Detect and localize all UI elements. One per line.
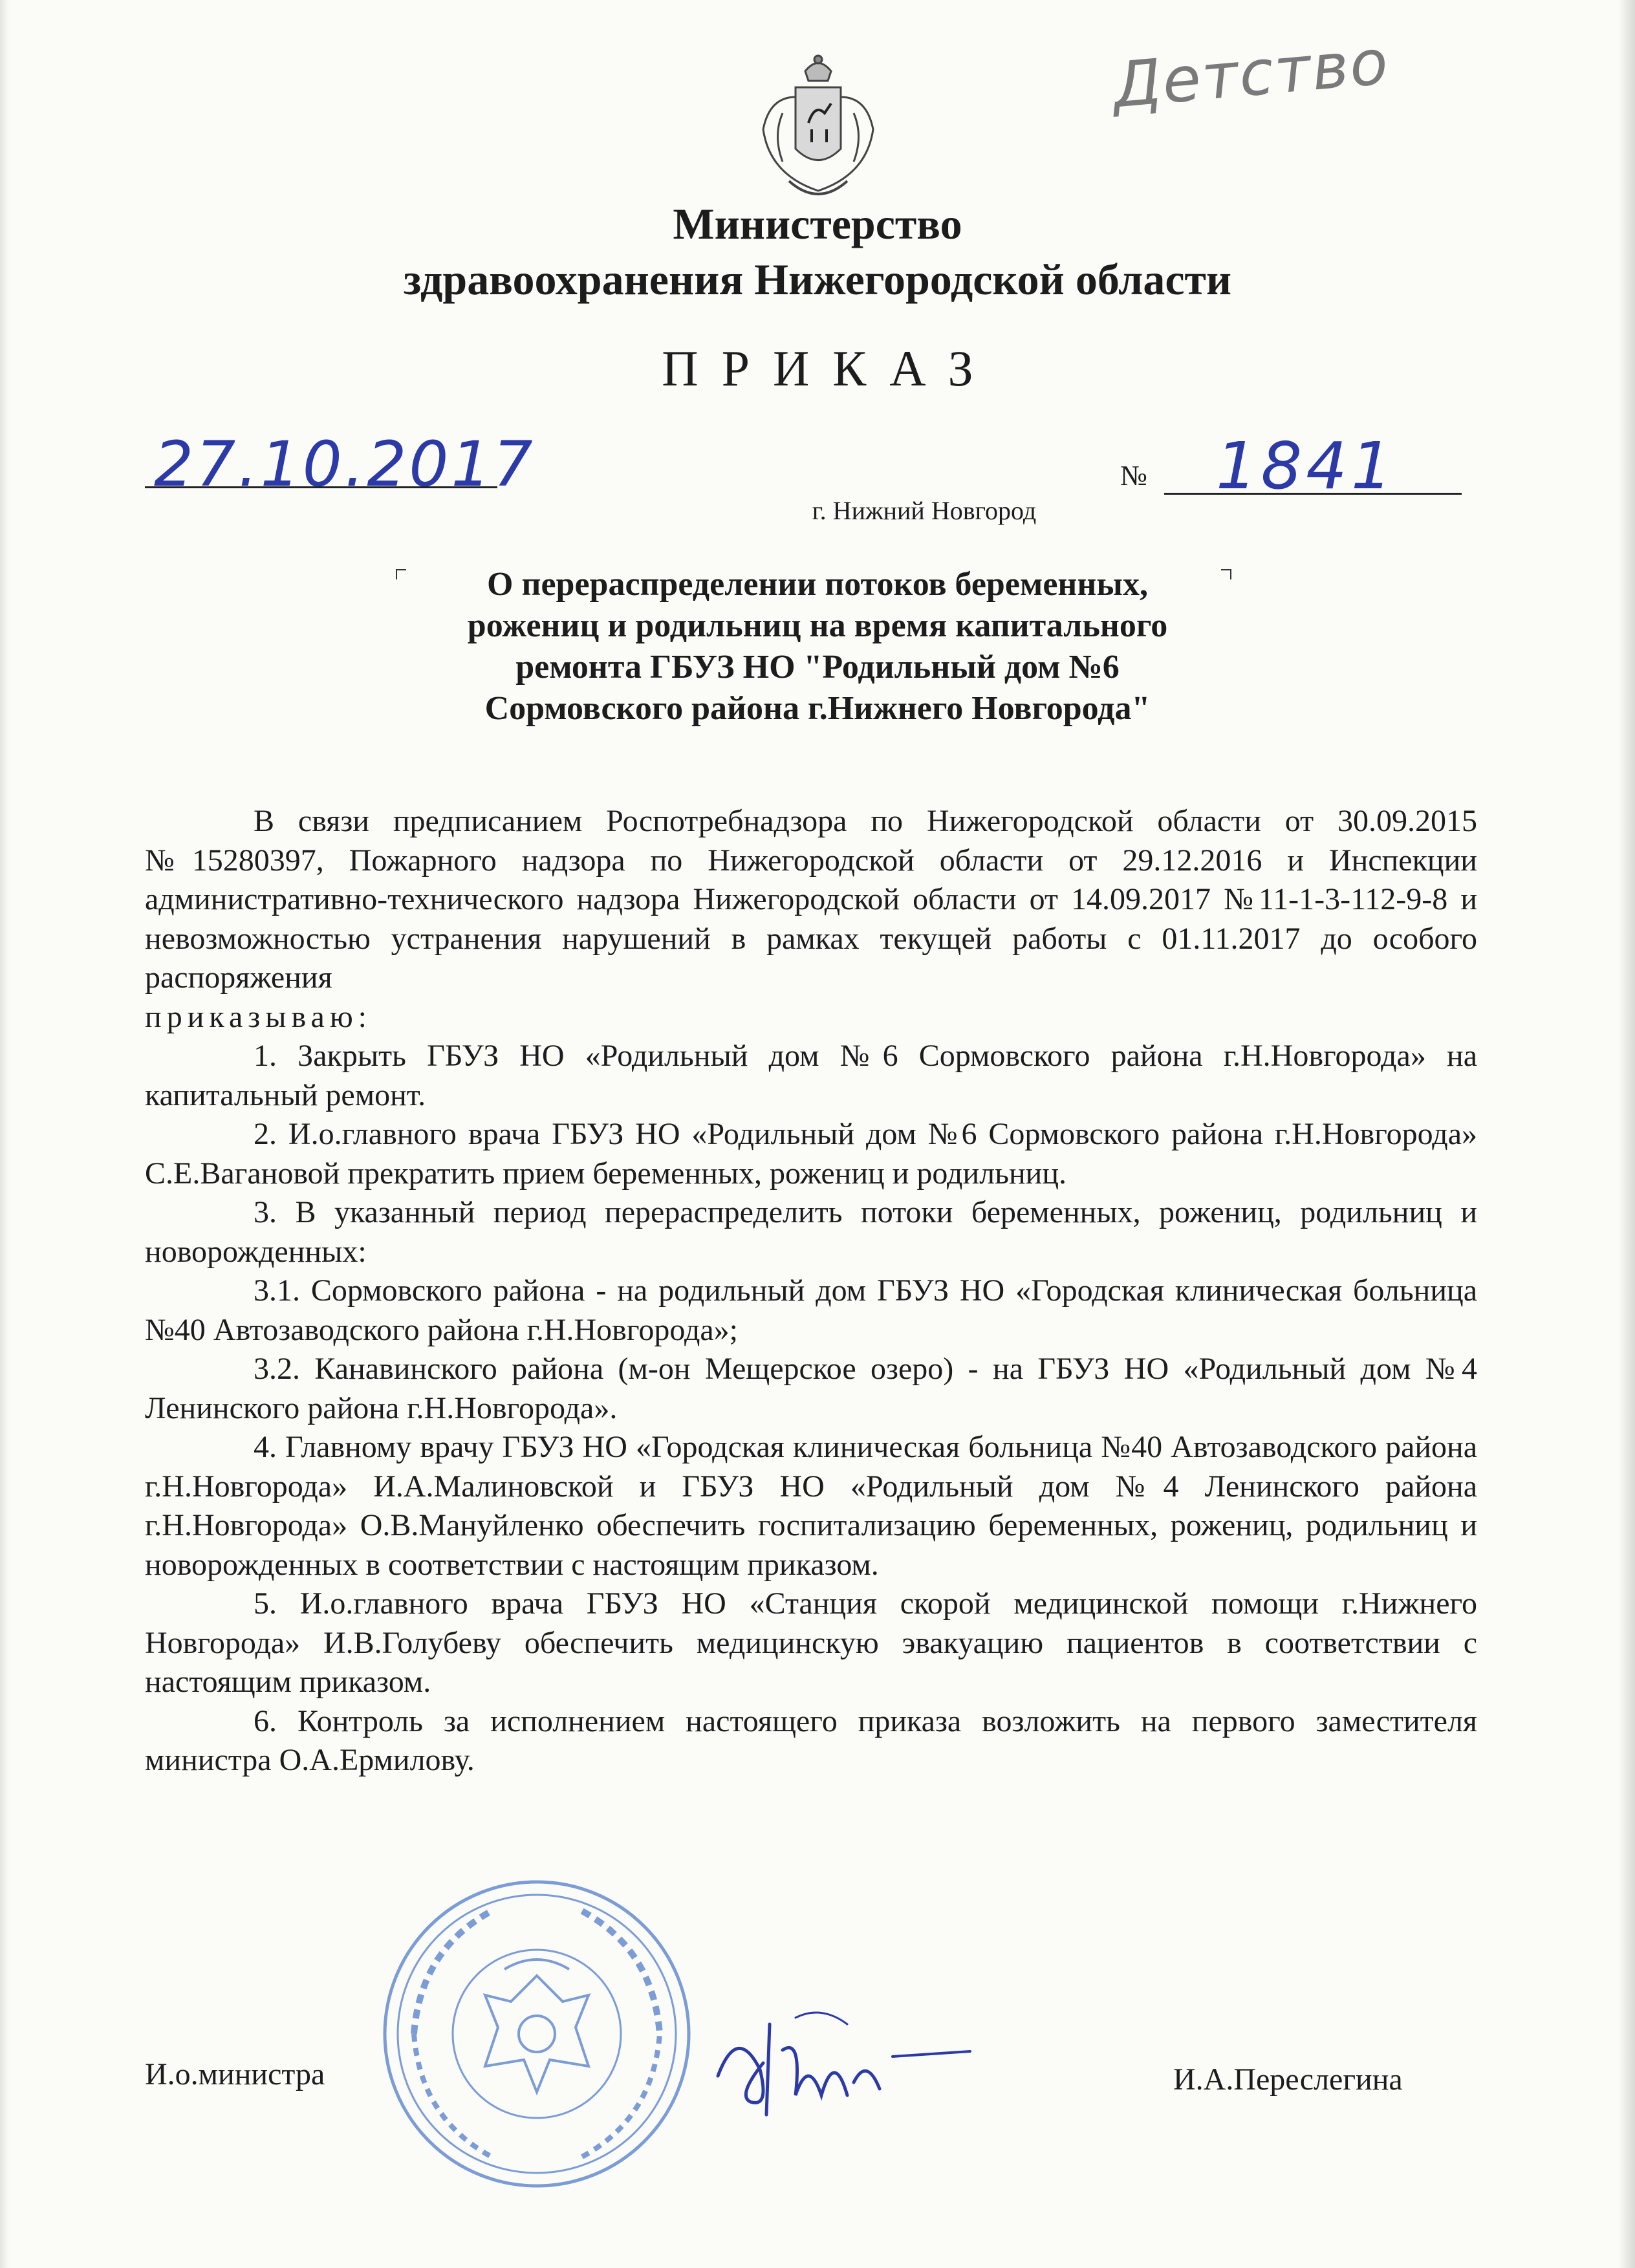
order-body [145, 802, 1477, 1780]
subject-line: Сормовского района г.Нижнего Новгорода" [484, 690, 1151, 727]
handwritten-note: Детство [1109, 25, 1392, 122]
number-underline [1164, 493, 1462, 495]
order-item: 1. Закрыть ГБУЗ НО «Родильный дом №6 Сормовского района г.Н.Новгорода» на капитальный ремонт. [145, 1039, 1477, 1112]
coat-of-arms-icon [744, 52, 893, 213]
official-stamp-icon [375, 1872, 698, 2196]
order-item: 3.2. Канавинского района (м-он Мещерское озеро) - на ГБУЗ НО «Родильный дом №4 Ленинского района г.Н.Новгорода». [145, 1352, 1477, 1425]
order-subject [0, 564, 1635, 729]
order-number: 1841 [1216, 428, 1396, 504]
ministry-name-line2: здравоохранения Нижегородской области [403, 255, 1232, 304]
order-item: 6. Контроль за исполнением настоящего приказа возложить на первого заместителя министра О.А.Ермилову. [145, 1703, 1477, 1777]
subject-line: ремонта ГБУЗ НО "Родильный дом №6 [515, 649, 1120, 686]
ministry-name-line1: Министерство [673, 199, 962, 248]
city-row [0, 495, 1635, 526]
document-type-title: ПРИКАЗ [662, 340, 997, 396]
order-item: 5. И.о.главного врача ГБУЗ НО «Станция скорой медицинской помощи г.Нижнего Новгорода» И.В.Голубеву обеспечить медицинскую эвакуацию пациентов в соответствии с настоящим приказом. [145, 1586, 1477, 1699]
order-item: 3.1. Сормовского района - на родильный дом ГБУЗ НО «Городская клиническая больница №40 Автозаводского района г.Н.Новгорода»; [145, 1273, 1477, 1347]
subject-line: О перераспределении потоков беременных, [487, 566, 1148, 603]
preamble-paragraph: В связи предписанием Роспотребнадзора по Нижегородской области от 30.09.2015 №15280397, Пожарного надзора по Нижегородской области от 29.12.2016 и Инспекции административно-технического надзора Нижегородской области от 14.09.2017 №11-1-3-112-9-8 и невозможностью устранения нарушений в рамках текущей работы с 01.11.2017 до особого распоряжения [145, 804, 1477, 995]
order-item: 2. И.о.главного врача ГБУЗ НО «Родильный дом №6 Сормовского района г.Н.Новгорода» С.Е.Вагановой прекратить прием беременных, рожениц и родильниц. [145, 1117, 1477, 1191]
city-name: г. Нижний Новгород [812, 496, 1037, 525]
number-sign: № [1120, 460, 1147, 491]
subject-line: рожениц и родильниц на время капитального [467, 607, 1168, 644]
signature-position: И.о.министра [145, 2057, 325, 2091]
handwritten-signature-icon [698, 1998, 977, 2141]
order-item: 4. Главному врачу ГБУЗ НО «Городская клиническая больница №40 Автозаводского района г.Н.Новгорода» И.А.Малиновской и ГБУЗ НО «Родильный дом №4 Ленинского района г.Н.Новгорода» О.В.Мануйленко обеспечить госпитализацию беременных, рожениц, родильниц и новорожденных в соответствии с настоящим приказом. [145, 1430, 1477, 1582]
signatory-name: И.А.Переслегина [1173, 2062, 1403, 2097]
order-item: 3. В указанный период перераспределить потоки беременных, рожениц, родильниц и новорожденных: [145, 1195, 1477, 1269]
date-underline [145, 486, 497, 488]
order-word: приказываю: [145, 999, 373, 1034]
order-date: 27.10.2017 [154, 428, 536, 501]
